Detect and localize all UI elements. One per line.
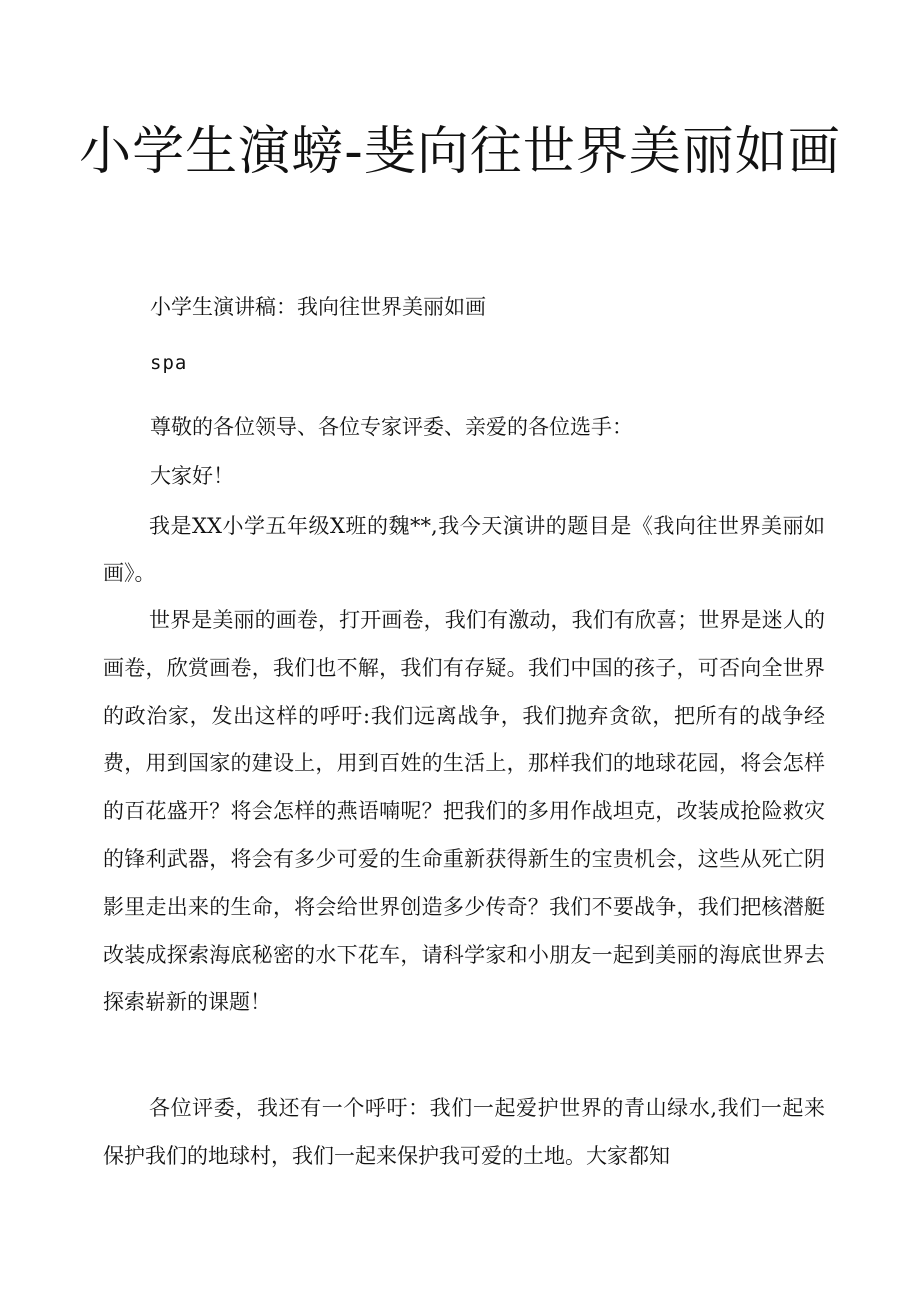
- document-title: 小学生演螃-斐向往世界美丽如画: [79, 122, 841, 182]
- paragraph-body: 世界是美丽的画卷，打开画卷，我们有激动，我们有欣喜；世界是迷人的画卷，欣赏画卷，我们也不解，我们有存疑。我们中国的孩子，可否向全世界的政治家，发出这样的呼吁:我们远离战争，我们抛弃贪欲，把所有的战争经费，用到国家的建设上，用到百姓的生活上，那样我们的地球花园，将会怎样的百花盛开？将会怎样的燕语喃呢？把我们的多用作战坦克，改装成抢险救灾的锋利武器，将会有多少可爱的生命重新获得新生的宝贵机会，这些从死亡阴影里走出来的生命，将会给世界创造多少传奇？我们不要战争，我们把核潜艇改装成探索海底秘密的水下花车，请科学家和小朋友一起到美丽的海底世界去探索崭新的课题！: [103, 608, 825, 1015]
- paragraph-appeal: 各位评委，我还有一个呼吁：我们一起爱护世界的青山绿水,我们一起来保护我们的地球村，我们一起来保护我可爱的土地。大家都知: [103, 1096, 825, 1168]
- document-subtitle: 小学生演讲稿：我向往世界美丽如画: [150, 295, 486, 319]
- hello-line: 大家好！: [150, 464, 234, 488]
- document-note: spa: [150, 352, 188, 374]
- greeting-line: 尊敬的各位领导、各位专家评委、亲爱的各位选手：: [150, 415, 633, 439]
- paragraph-intro: 我是XX小学五年级X班的魏**,我今天演讲的题目是《我向往世界美丽如画》。: [103, 514, 825, 585]
